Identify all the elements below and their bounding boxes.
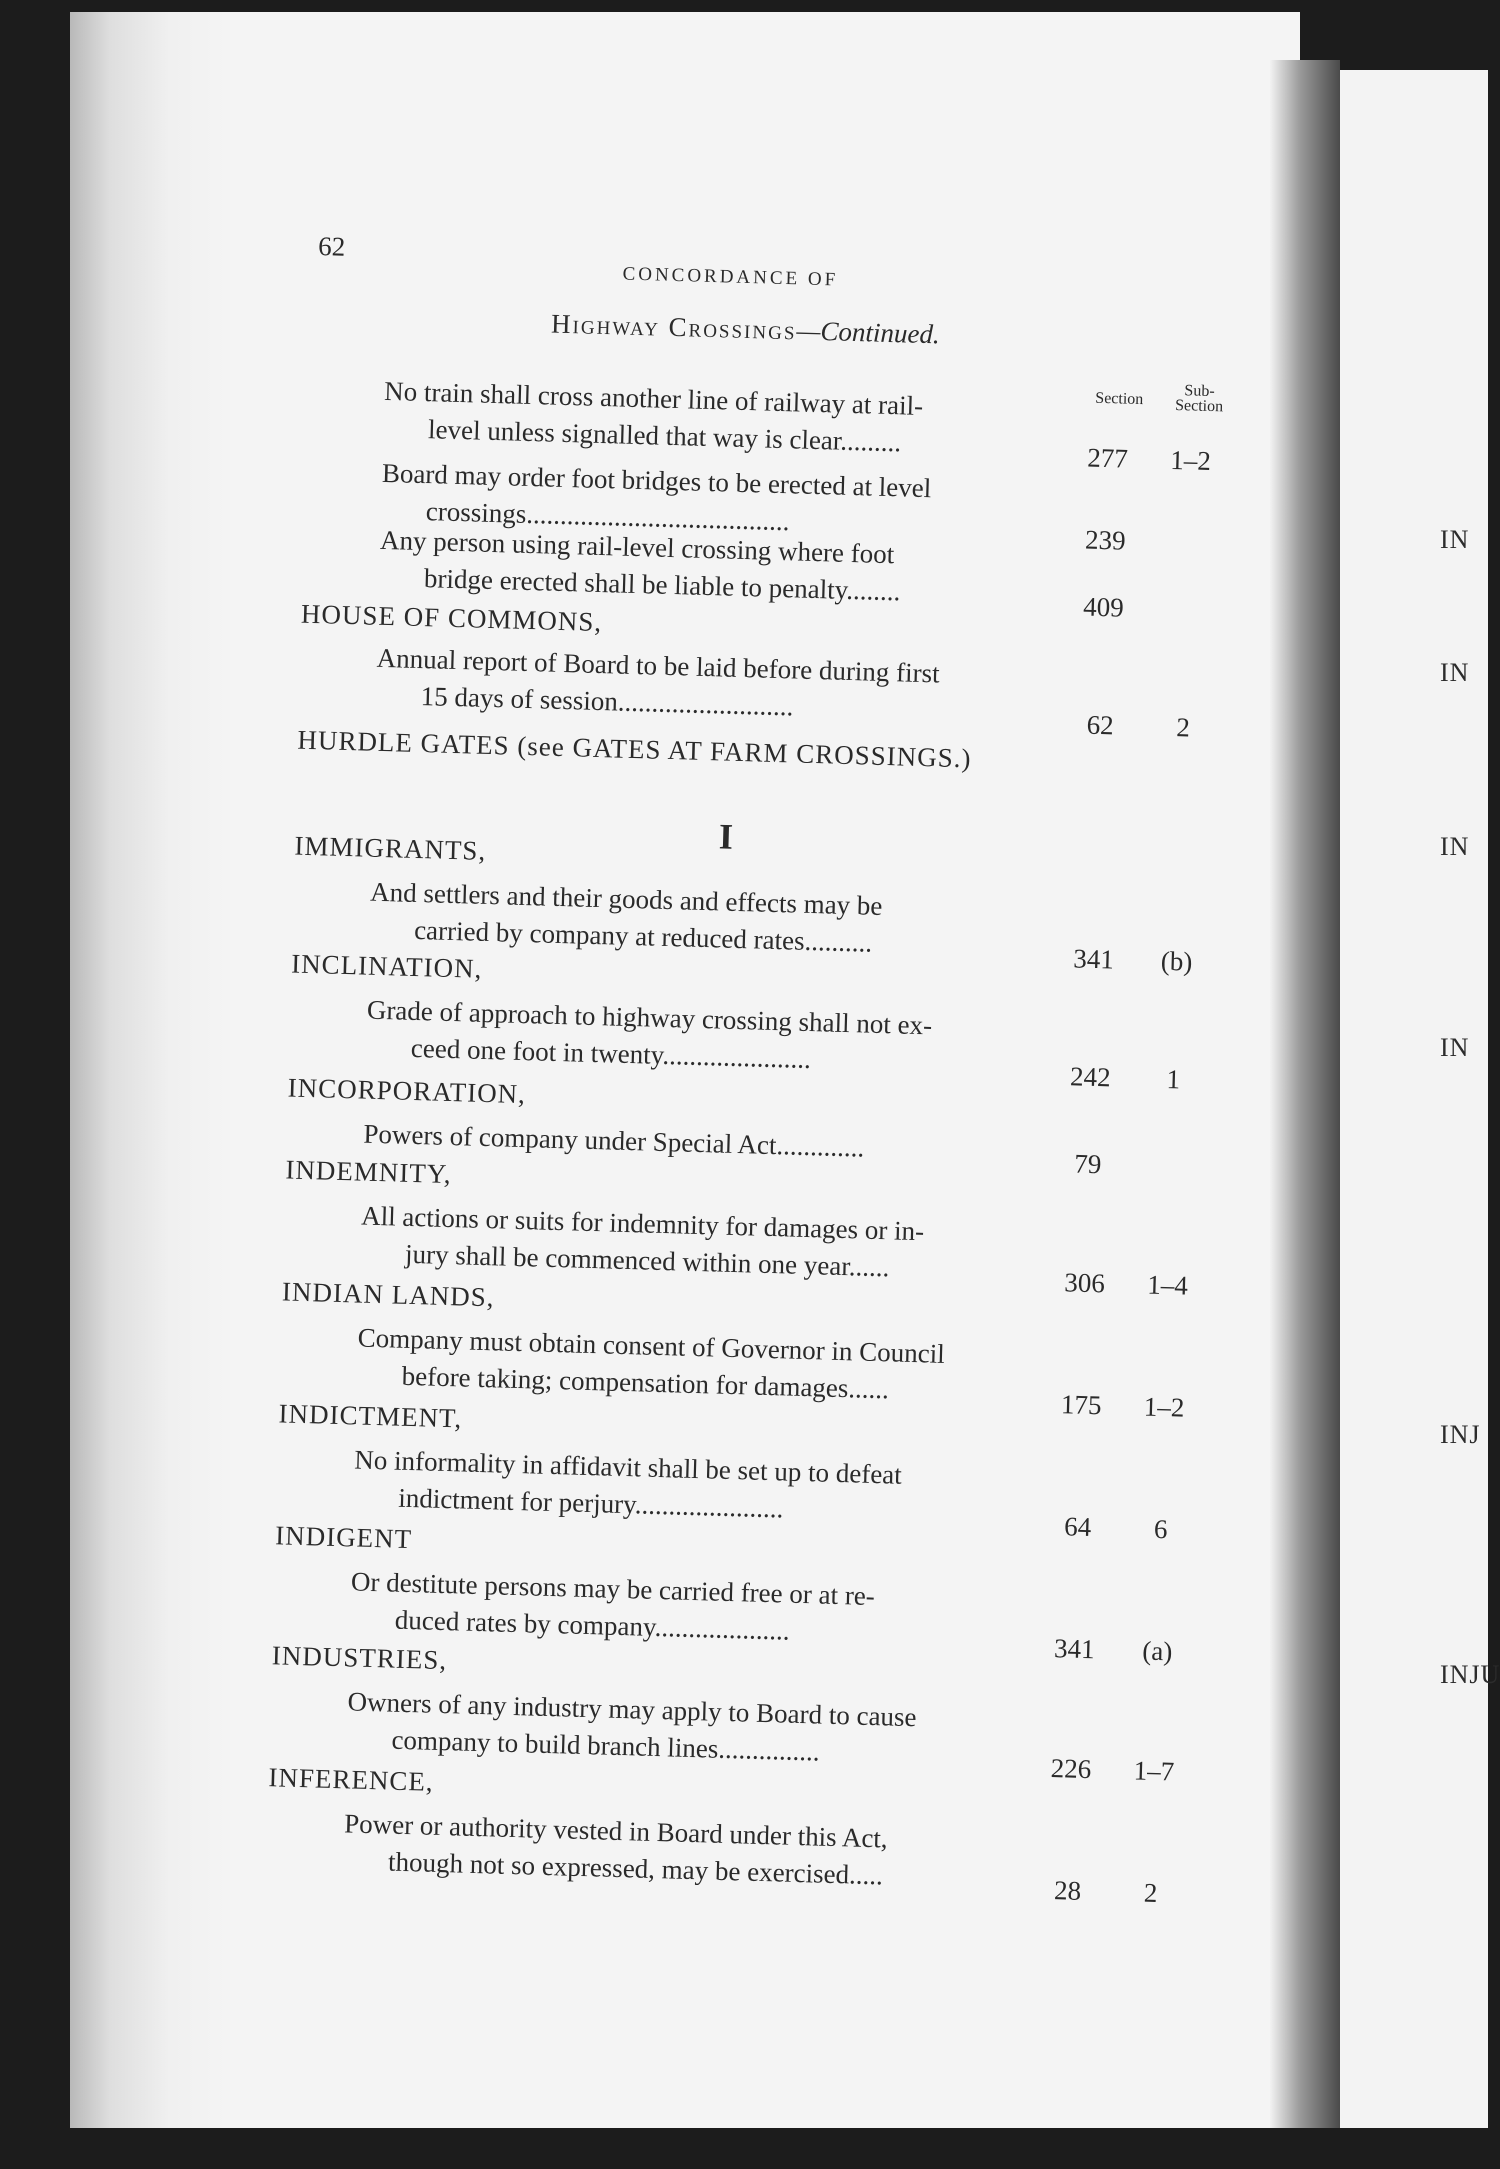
entry-text-line: Any person using rail-level crossing where foot: [379, 524, 895, 570]
subsection-number: 2: [1143, 1877, 1158, 1909]
facing-page-word: IN: [1440, 1033, 1470, 1062]
entry-text-line: Power or authority vested in Board under this Act,: [343, 1808, 889, 1854]
entry-heading: INCORPORATION,: [287, 1072, 527, 1110]
section-number: 79: [1074, 1148, 1102, 1180]
entry-heading: INFERENCE,: [268, 1762, 435, 1797]
entry-text-line: ceed one foot in twenty......................: [410, 1032, 812, 1075]
facing-page-word: INJU: [1440, 1660, 1500, 1689]
section-number: 239: [1084, 524, 1127, 556]
section-number: 28: [1053, 1875, 1082, 1906]
section-number: 175: [1060, 1389, 1102, 1421]
subsection-number: (a): [1141, 1635, 1173, 1667]
entry-heading: INDUSTRIES,: [271, 1640, 448, 1676]
subsection-number: 1: [1166, 1063, 1181, 1095]
section-title-continued: —Continued.: [796, 315, 941, 350]
entry-heading: INDEMNITY,: [285, 1154, 453, 1190]
section-number: 341: [1053, 1633, 1096, 1665]
entry-heading: INDIAN LANDS,: [281, 1276, 495, 1313]
entry-text-line: before taking; compensation for damages......: [401, 1360, 890, 1405]
entry-heading: INCLINATION,: [290, 948, 483, 984]
subsection-number: 1–4: [1146, 1269, 1189, 1301]
column-header-subsection: Sub- Section: [1174, 382, 1224, 416]
entry-text-line: Or destitute persons may be carried free or at re-: [350, 1566, 876, 1612]
subsection-number: (b): [1160, 945, 1193, 977]
entry-text-line: Company must obtain consent of Governor in Council: [357, 1322, 946, 1369]
entry-text-line: bridge erected shall be liable to penalty........: [423, 563, 901, 607]
section-number: 409: [1082, 591, 1125, 623]
subsection-number: 1–2: [1169, 444, 1212, 476]
entry-heading: HURDLE GATES (see GATES AT FARM CROSSINGS.): [297, 724, 972, 774]
entry-text-line: Owners of any industry may apply to Board to cause: [347, 1686, 917, 1733]
facing-page-word: IN: [1440, 525, 1470, 554]
facing-page-word: IN: [1440, 832, 1470, 861]
entry-text-line: jury shall be commenced within one year......: [404, 1238, 890, 1283]
entry-text-line: indictment for perjury......................: [397, 1482, 784, 1524]
entry-heading: IMMIGRANTS,: [294, 830, 487, 866]
entry-text-line: No train shall cross another line of railway at rail-: [383, 375, 924, 421]
section-number: 242: [1069, 1061, 1112, 1093]
entry-heading: HOUSE OF COMMONS,: [300, 598, 603, 638]
entry-heading: INDIGENT: [274, 1520, 413, 1555]
section-number: 64: [1063, 1511, 1092, 1543]
section-title: [551, 309, 940, 351]
entry-text-line: No informality in affidavit shall be set up to defeat: [353, 1444, 903, 1490]
subsection-number: 1–7: [1133, 1755, 1175, 1787]
entry-text-line: duced rates by company....................: [394, 1604, 791, 1646]
section-number: 277: [1086, 442, 1129, 474]
subsection-number: 2: [1175, 712, 1191, 743]
entry-text-line: All actions or suits for indemnity for damages or in-: [360, 1200, 925, 1247]
facing-page-word: INJ: [1440, 1420, 1481, 1449]
page-number: 62: [317, 230, 346, 262]
entry-text-line: though not so expressed, may be exercised.....: [387, 1846, 884, 1891]
subsection-number: 6: [1153, 1513, 1168, 1545]
entry-heading: INDICTMENT,: [278, 1398, 463, 1434]
running-head: CONCORDANCE OF: [622, 263, 839, 291]
entry-text-line: 15 days of session..........................: [420, 681, 794, 722]
facing-page-word: IN: [1440, 658, 1470, 687]
entry-text-line: level unless signalled that way is clear.........: [427, 414, 902, 458]
entry-text-line: And settlers and their goods and effects may be: [369, 876, 883, 921]
entry-text-line: Annual report of Board to be laid before during first: [376, 642, 941, 689]
section-title-text: Highway Crossings: [550, 308, 797, 346]
letter-divider: I: [718, 816, 734, 857]
entry-text-line: Board may order foot bridges to be erected at level: [381, 457, 932, 504]
subsection-number: 1–2: [1143, 1391, 1185, 1423]
column-header-section: Section: [1095, 389, 1144, 409]
entry-text-line: carried by company at reduced rates..........: [413, 914, 873, 958]
section-number: 306: [1063, 1267, 1106, 1299]
section-number: 62: [1086, 709, 1115, 741]
section-number: 341: [1072, 943, 1115, 975]
entry-text-line: crossings.......................................: [425, 496, 790, 537]
section-number: 226: [1050, 1753, 1092, 1785]
entry-text-line: Powers of company under Special Act.............: [363, 1118, 865, 1163]
entry-text-line: Grade of approach to highway crossing shall not ex-: [366, 994, 933, 1041]
entry-text-line: company to build branch lines...............: [391, 1724, 821, 1767]
